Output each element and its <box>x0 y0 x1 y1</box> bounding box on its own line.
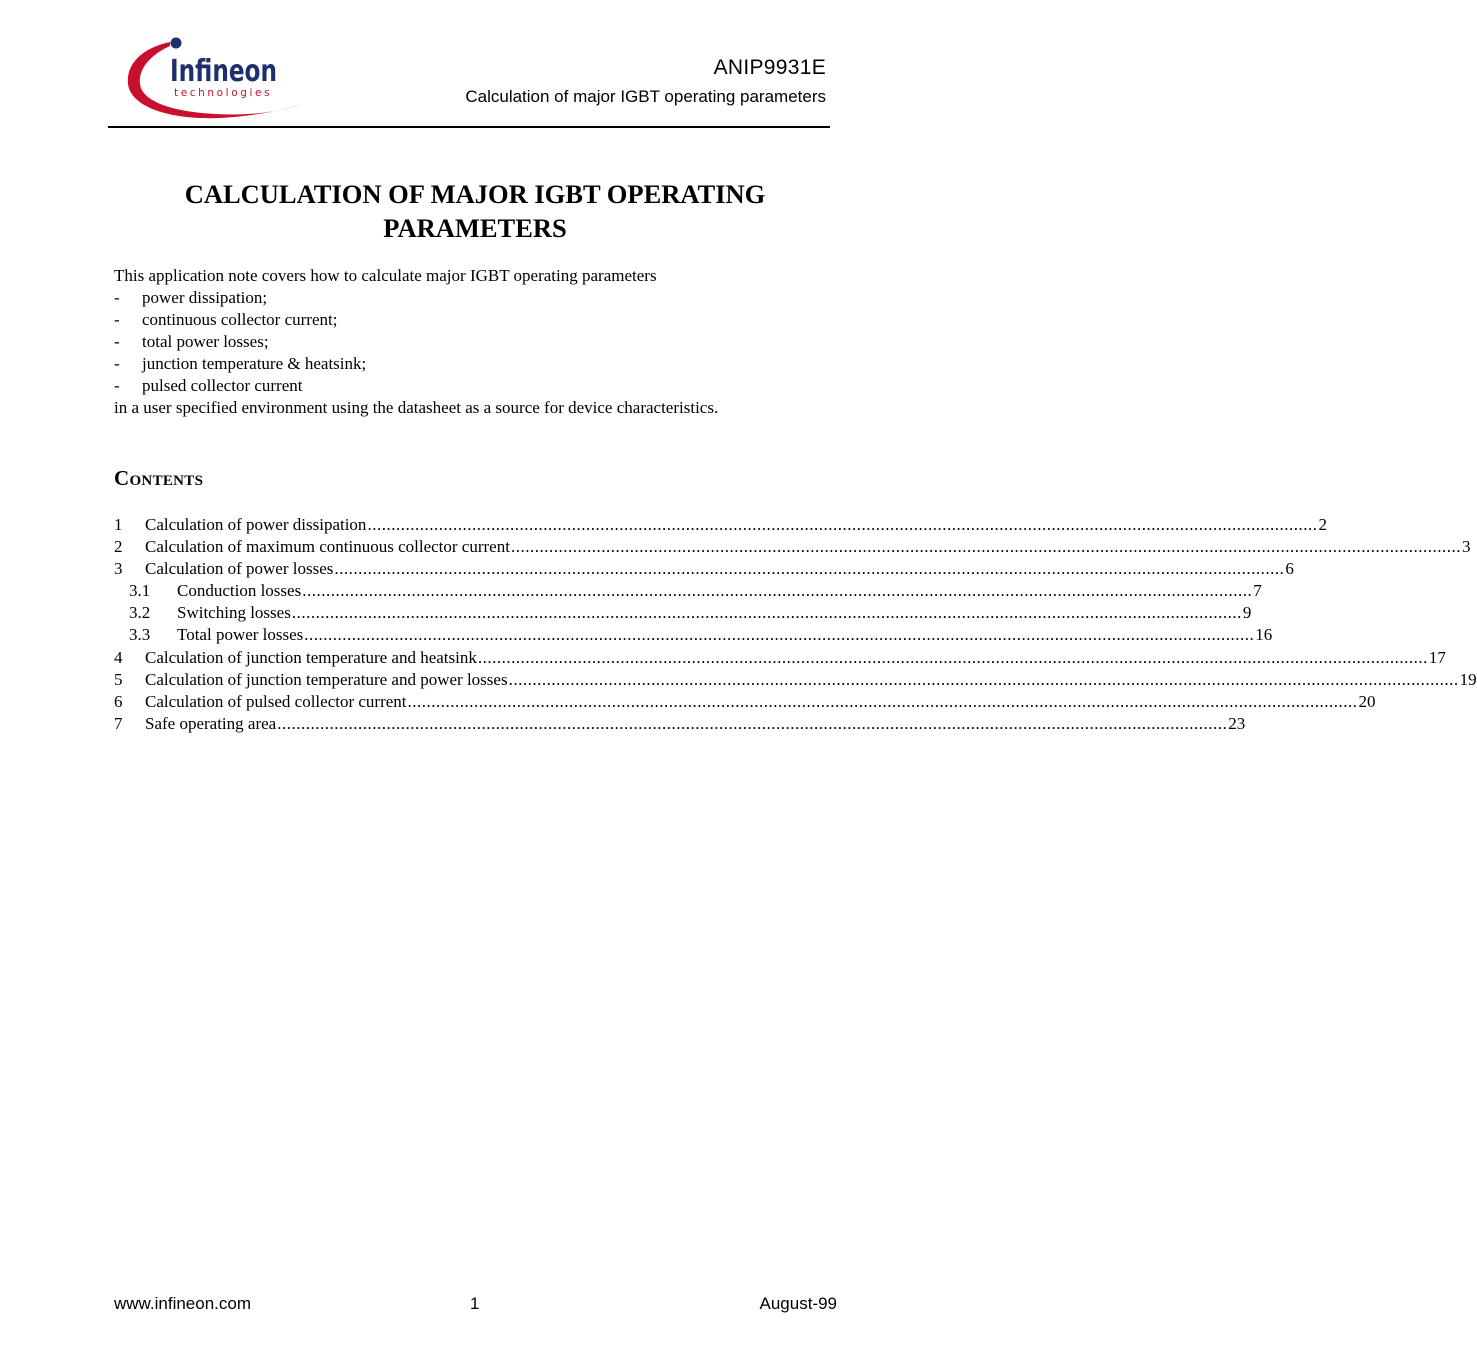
toc-entry-number: 3.1 <box>129 581 151 601</box>
list-item-text: pulsed collector current <box>142 376 303 395</box>
contents-heading: Contents <box>114 466 204 490</box>
toc-entry-page: 7 <box>1253 581 1262 601</box>
bullet-marker: - <box>114 332 120 351</box>
toc-entry-title: Switching losses <box>177 603 291 623</box>
toc-entry[interactable] <box>114 536 1471 558</box>
toc-entry[interactable] <box>114 580 1262 602</box>
bullet-marker: - <box>114 376 120 395</box>
toc-entry[interactable] <box>114 558 1294 580</box>
toc-entry-number: 3 <box>114 559 123 579</box>
toc-entry-title: Conduction losses <box>177 581 302 601</box>
toc-entry-number: 7 <box>114 713 123 733</box>
toc-entry-page: 23 <box>1228 713 1246 733</box>
table-of-contents <box>114 514 1477 735</box>
intro-lead: This application note covers how to calculate major IGBT operating parameters <box>114 266 657 285</box>
toc-leader: ........................................................................................................................................................................................................ <box>367 515 1318 534</box>
toc-entry-title: Safe operating area <box>145 713 277 733</box>
toc-entry-number: 2 <box>114 537 123 557</box>
list-item-text: total power losses; <box>142 332 269 351</box>
toc-leader: ........................................................................................................................................................................................................ <box>334 559 1285 579</box>
toc-entry[interactable] <box>114 691 1376 713</box>
list-item <box>114 309 844 331</box>
bullet-marker: - <box>114 288 120 307</box>
toc-entry[interactable] <box>114 514 1327 536</box>
title-line-2: PARAMETERS <box>383 213 567 243</box>
toc-leader: ........................................................................................................................................................................................................ <box>304 625 1255 645</box>
list-item-text: power dissipation; <box>142 288 268 307</box>
toc-entry-title: Total power losses <box>177 625 304 645</box>
toc-entry[interactable] <box>114 669 1477 691</box>
toc-entry-title: Calculation of power losses <box>145 559 334 579</box>
toc-entry-number: 5 <box>114 669 123 689</box>
toc-entry-page: 6 <box>1285 559 1294 579</box>
footer-date: August-99 <box>759 1294 837 1313</box>
toc-entry[interactable] <box>114 713 1246 735</box>
header-divider <box>108 126 830 128</box>
logo-tagline: technologies <box>174 87 273 99</box>
toc-leader: ........................................................................................................................................................................................................ <box>477 647 1428 667</box>
toc-leader: ........................................................................................................................................................................................................ <box>291 603 1242 623</box>
toc-entry-page: 17 <box>1428 647 1446 667</box>
toc-entry-page: 3 <box>1461 537 1471 557</box>
list-item <box>114 287 844 309</box>
list-item-text: continuous collector current; <box>142 310 338 329</box>
list-item <box>114 375 844 397</box>
toc-leader: ........................................................................................................................................................................................................ <box>277 713 1228 733</box>
toc-entry-title: Calculation of junction temperature and heatsink <box>145 647 477 667</box>
footer-website[interactable]: www.infineon.com <box>114 1294 252 1313</box>
toc-entry-page: 2 <box>1318 515 1327 534</box>
bullet-list <box>114 287 844 397</box>
toc-leader: ........................................................................................................................................................................................................ <box>407 691 1358 711</box>
document-subtitle: Calculation of major IGBT operating parameters <box>465 87 826 106</box>
toc-entry-number: 3.3 <box>129 625 151 645</box>
toc-entry-page: 20 <box>1358 691 1376 711</box>
toc-entry-page: 19 <box>1459 669 1477 689</box>
list-item <box>114 353 844 375</box>
toc-entry-title: Calculation of junction temperature and power losses <box>145 669 508 689</box>
footer-page-number: 1 <box>470 1294 480 1313</box>
title-line-1: CALCULATION OF MAJOR IGBT OPERATING <box>184 179 766 209</box>
toc-leader: ........................................................................................................................................................................................................ <box>510 537 1461 557</box>
toc-entry-number: 6 <box>114 691 123 711</box>
list-item <box>114 331 844 353</box>
page-title <box>112 177 838 245</box>
list-item-text: junction temperature & heatsink; <box>142 354 367 373</box>
document-id: ANIP9931E <box>713 56 826 79</box>
toc-entry[interactable] <box>114 624 1273 646</box>
toc-entry-number: 4 <box>114 647 123 667</box>
toc-entry-title: Calculation of pulsed collector current <box>145 691 407 711</box>
toc-entry-number: 3.2 <box>129 603 151 623</box>
toc-entry-number: 1 <box>114 515 123 534</box>
bullet-marker: - <box>114 354 120 373</box>
toc-entry-page: 16 <box>1255 625 1273 645</box>
toc-entry[interactable] <box>114 647 1446 669</box>
intro-closing: in a user specified environment using the datasheet as a source for device characteristics. <box>114 398 719 417</box>
bullet-marker: - <box>114 310 120 329</box>
logo-wordmark: Infineon <box>170 54 277 89</box>
intro-section <box>114 265 844 419</box>
toc-entry-page: 9 <box>1242 603 1252 623</box>
toc-entry-title: Calculation of power dissipation <box>145 515 367 534</box>
infineon-logo <box>124 34 308 122</box>
toc-leader: ........................................................................................................................................................................................................ <box>508 669 1459 689</box>
toc-leader: ........................................................................................................................................................................................................ <box>302 581 1253 601</box>
toc-entry[interactable] <box>114 602 1252 624</box>
toc-entry-title: Calculation of maximum continuous collector current <box>145 537 510 557</box>
